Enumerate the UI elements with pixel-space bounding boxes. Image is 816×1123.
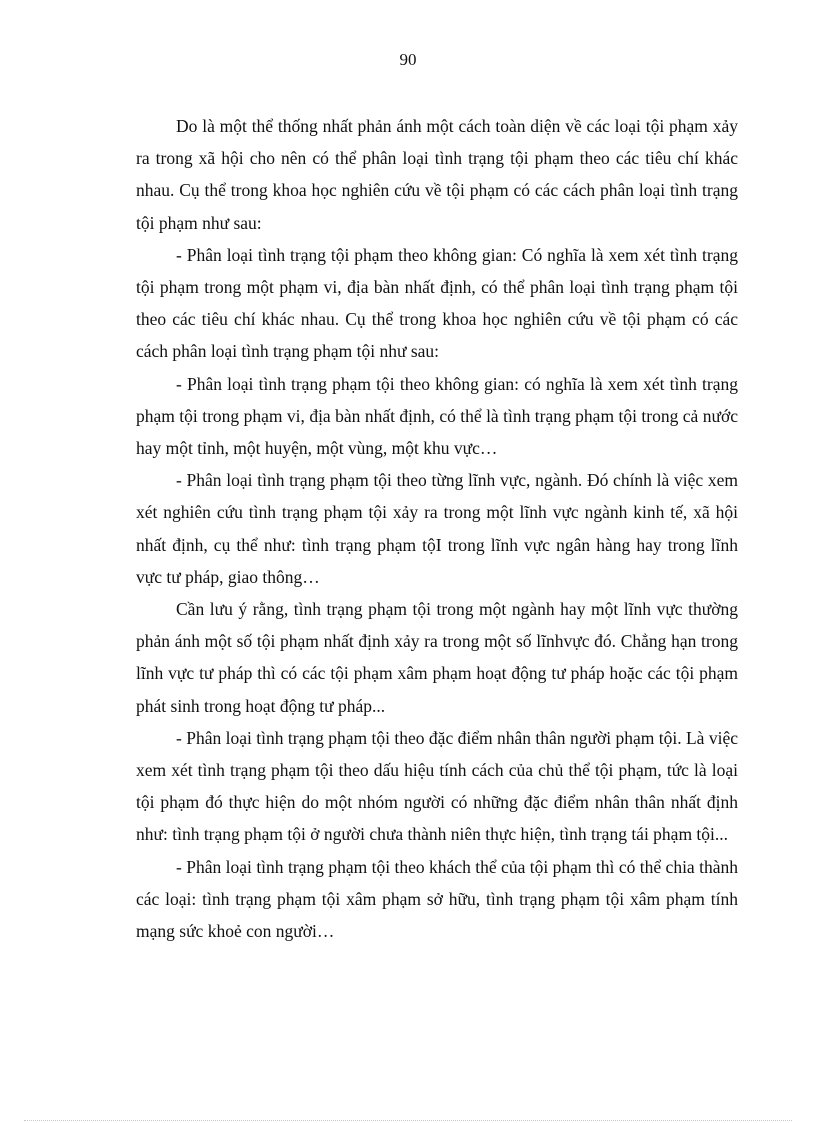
- paragraph: - Phân loại tình trạng phạm tội theo đặc điểm nhân thân người phạm tội. Là việc xem xét tình trạng phạm tội theo dấu hiệu tính cách của chủ thể tội phạm, tức là loại tội phạm đó thực hiện do một nhóm người có những đặc điểm nhân thân nhất định như: tình trạng phạm tội ở người chưa thành niên thực hiện, tình trạng tái phạm tội...: [136, 727, 738, 845]
- document-body: [136, 110, 738, 947]
- paragraph: - Phân loại tình trạng phạm tội theo không gian: có nghĩa là xem xét tình trạng phạm tội trong phạm vi, địa bàn nhất định, có thể là tình trạng phạm tội trong cả nước hay một tỉnh, một huyện, một vùng, một khu vực…: [136, 373, 738, 459]
- paragraph: - Phân loại tình trạng phạm tội theo khách thể của tội phạm thì có thể chia thành các loại: tình trạng phạm tội xâm phạm sở hữu, tình trạng phạm tội xâm phạm tính mạng sức khoẻ con người…: [136, 856, 738, 942]
- footer-divider: [24, 1120, 792, 1121]
- paragraph: Cần lưu ý rằng, tình trạng phạm tội trong một ngành hay một lĩnh vực thường phản ánh một số tội phạm nhất định xảy ra trong một số lĩnhvực đó. Chẳng hạn trong lĩnh vực tư pháp thì có các tội phạm xâm phạm hoạt động tư pháp hoặc các tội phạm phát sinh trong hoạt động tư pháp...: [136, 599, 738, 716]
- paragraph: - Phân loại tình trạng phạm tội theo từng lĩnh vực, ngành. Đó chính là việc xem xét nghiên cứu tình trạng phạm tội xảy ra trong một lĩnh vực ngành kinh tế, xã hội nhất định, cụ thể như: tình trạng phạm tộI trong lĩnh vực ngân hàng hay trong lĩnh vực tư pháp, giao thông…: [136, 470, 738, 587]
- paragraph: - Phân loại tình trạng tội phạm theo không gian: Có nghĩa là xem xét tình trạng tội phạm trong một phạm vi, địa bàn nhất định, có thể phân loại tình trạng phạm tội theo các tiêu chí khác nhau. Cụ thể trong khoa học nghiên cứu về tội phạm có các cách phân loại tình trạng phạm tội như sau:: [136, 244, 738, 362]
- page-number: 90: [399, 50, 417, 69]
- paragraph: Do là một thể thống nhất phản ánh một cách toàn diện về các loại tội phạm xảy ra trong xã hội cho nên có thể phân loại tình trạng tội phạm theo các tiêu chí khác nhau. Cụ thể trong khoa học nghiên cứu về tội phạm có các cách phân loại tình trạng tội phạm như sau:: [136, 116, 738, 233]
